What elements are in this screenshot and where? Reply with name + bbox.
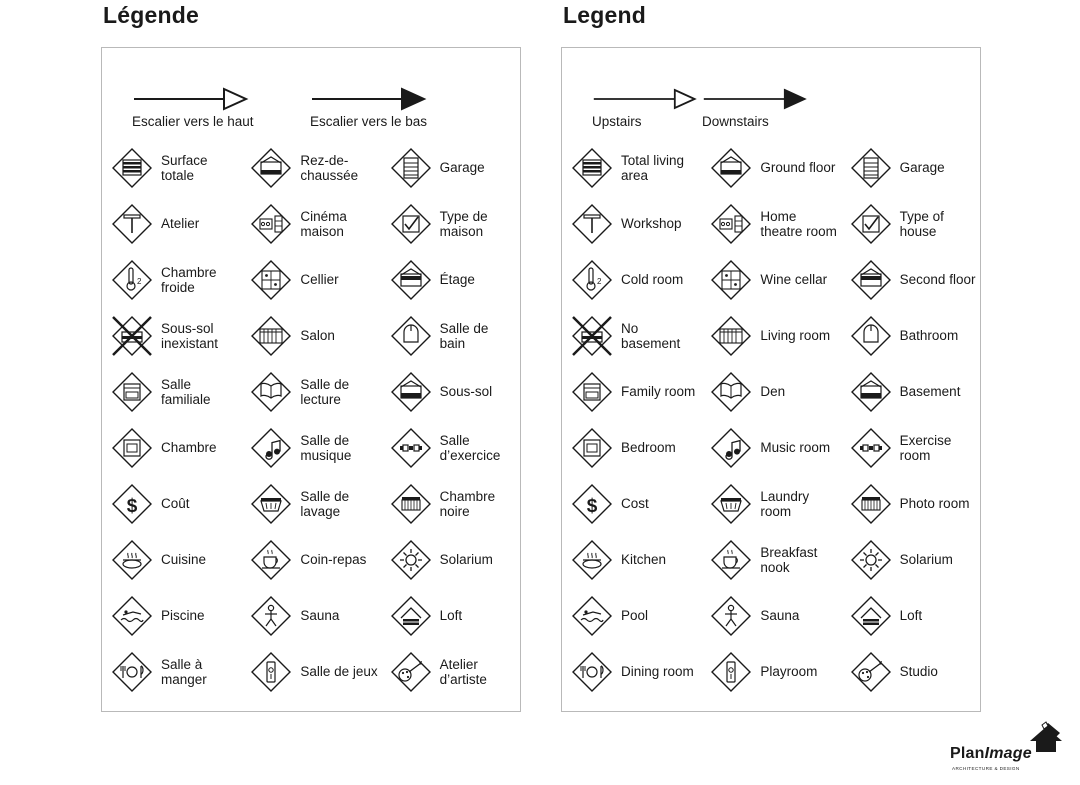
- legend-entry-label: Sauna: [760, 608, 800, 624]
- legend-entry: [701, 426, 840, 470]
- legend-entry: [701, 482, 840, 526]
- svg-text:2: 2: [137, 277, 142, 286]
- loft-icon: [849, 594, 893, 638]
- breakfast-nook-icon: [249, 538, 293, 582]
- breakfast-nook-icon: [709, 538, 753, 582]
- family-room-icon: [570, 370, 614, 414]
- legend-entry: [381, 146, 520, 190]
- legend-entry-label: Bathroom: [899, 328, 959, 344]
- legend-entry: [241, 370, 380, 414]
- legend-entry-label: Salle de lecture: [300, 376, 350, 407]
- legend-entry-label: Dining room: [621, 664, 694, 680]
- arrow-outline-right-icon: [132, 86, 252, 112]
- legend-entry-label: Salle à manger: [161, 656, 207, 687]
- legend-entry-label: Sous-sol inexistant: [161, 320, 219, 351]
- legend-entry: [701, 146, 840, 190]
- legend-entry-label: Second floor: [899, 272, 976, 288]
- legend-entry: [102, 650, 241, 694]
- legend-entry: [241, 202, 380, 246]
- legend-entry: [841, 594, 980, 638]
- legend-arrow-downstairs-en: [702, 86, 810, 130]
- legend-entry: [701, 538, 840, 582]
- legend-entry-label: Chambre froide: [161, 264, 217, 295]
- legend-entry-label: Cuisine: [161, 552, 207, 568]
- legend-entry: [381, 202, 520, 246]
- basement-icon: [389, 370, 433, 414]
- arrow-label-downstairs-fr: Escalier vers le bas: [310, 114, 428, 129]
- legend-entry-label: Chambre noire: [439, 488, 496, 519]
- legend-entry: [102, 594, 241, 638]
- type-of-house-icon: [849, 202, 893, 246]
- dining-room-icon: [110, 650, 154, 694]
- legend-entry-label: Surface totale: [161, 152, 208, 183]
- cost-icon: [110, 482, 154, 526]
- legend-entry-label: Basement: [899, 384, 961, 400]
- legend-entry-label: Garage: [899, 160, 945, 176]
- legend-entry-label: Home theatre room: [760, 208, 837, 239]
- legend-entry: [562, 426, 701, 470]
- second-floor-icon: [389, 258, 433, 302]
- living-room-icon: [709, 314, 753, 358]
- legend-entry-label: Coin-repas: [300, 552, 367, 568]
- legend-entry-label: Laundry room: [760, 488, 810, 519]
- legend-entry-label: Étage: [439, 272, 475, 288]
- no-basement-icon: [110, 314, 154, 358]
- legend-entry: [381, 482, 520, 526]
- legend-entry-label: Total living area: [621, 152, 685, 183]
- legend-entry: [841, 202, 980, 246]
- brand-logo: [950, 721, 1070, 773]
- legend-entry: [562, 370, 701, 414]
- svg-text:2: 2: [597, 277, 602, 286]
- legend-entry: [562, 482, 701, 526]
- legend-entry: [562, 314, 701, 358]
- studio-icon: [389, 650, 433, 694]
- legend-entry: [102, 370, 241, 414]
- den-icon: [709, 370, 753, 414]
- cold-room-icon: [570, 258, 614, 302]
- legend-entry: [841, 482, 980, 526]
- legend-panel-fr: [101, 47, 521, 712]
- wine-cellar-icon: [709, 258, 753, 302]
- legend-entry: [562, 146, 701, 190]
- legend-entry: [841, 426, 980, 470]
- page-title-en: Legend: [563, 2, 646, 28]
- page-title-fr: Légende: [103, 2, 199, 28]
- legend-entry: [701, 202, 840, 246]
- pool-icon: [110, 594, 154, 638]
- legend-entry-label: Salle de lavage: [300, 488, 350, 519]
- bedroom-icon: [110, 426, 154, 470]
- kitchen-icon: [570, 538, 614, 582]
- legend-entry: [701, 370, 840, 414]
- ground-floor-icon: [249, 146, 293, 190]
- den-icon: [249, 370, 293, 414]
- legend-entry-label: Cost: [621, 496, 649, 512]
- cost-icon: [570, 482, 614, 526]
- legend-entry-label: Playroom: [760, 664, 818, 680]
- legend-entry: [102, 426, 241, 470]
- sauna-icon: [709, 594, 753, 638]
- legend-grid-fr: [102, 140, 520, 700]
- photo-room-icon: [389, 482, 433, 526]
- legend-entry: [562, 202, 701, 246]
- legend-entry-label: Type de maison: [439, 208, 488, 239]
- sauna-icon: [249, 594, 293, 638]
- legend-entry-label: Coût: [161, 496, 190, 512]
- workshop-icon: [110, 202, 154, 246]
- legend-entry: [701, 314, 840, 358]
- legend-entry: [701, 258, 840, 302]
- legend-entry-label: Sauna: [300, 608, 340, 624]
- legend-grid-en: [562, 140, 980, 700]
- legend-entry: [102, 482, 241, 526]
- legend-entry: [841, 258, 980, 302]
- legend-entry: [102, 202, 241, 246]
- legend-entry-label: Garage: [439, 160, 485, 176]
- legend-entry-label: Wine cellar: [760, 272, 828, 288]
- garage-icon: [389, 146, 433, 190]
- no-basement-icon: [570, 314, 614, 358]
- family-room-icon: [110, 370, 154, 414]
- legend-entry-label: Type of house: [899, 208, 944, 239]
- legend-entry: [381, 538, 520, 582]
- type-of-house-icon: [389, 202, 433, 246]
- pool-icon: [570, 594, 614, 638]
- arrow-outline-right-icon: [592, 86, 700, 112]
- legend-entry: [241, 426, 380, 470]
- legend-entry-label: Rez-de-chaussée: [300, 152, 359, 183]
- legend-entry-label: Breakfast nook: [760, 544, 818, 575]
- legend-entry-label: Living room: [760, 328, 831, 344]
- legend-entry-label: Atelier: [161, 216, 200, 232]
- legend-entry: [381, 370, 520, 414]
- home-theatre-icon: [249, 202, 293, 246]
- legend-entry-label: Atelier d’artiste: [439, 656, 487, 687]
- legend-entry: [381, 594, 520, 638]
- ground-floor-icon: [709, 146, 753, 190]
- legend-entry: [102, 146, 241, 190]
- legend-entry: [562, 594, 701, 638]
- exercise-room-icon: [849, 426, 893, 470]
- legend-entry-label: Salle de musique: [300, 432, 352, 463]
- legend-entry-label: Bedroom: [621, 440, 676, 456]
- legend-entry-label: Solarium: [899, 552, 953, 568]
- legend-entry: [102, 314, 241, 358]
- legend-entry: [701, 594, 840, 638]
- legend-entry-label: Loft: [899, 608, 923, 624]
- legend-arrow-upstairs-fr: [132, 86, 254, 130]
- svg-text:$: $: [126, 496, 138, 517]
- legend-entry: [562, 538, 701, 582]
- legend-entry: [381, 650, 520, 694]
- legend-entry-label: Cinéma maison: [300, 208, 347, 239]
- playroom-icon: [709, 650, 753, 694]
- bedroom-icon: [570, 426, 614, 470]
- laundry-room-icon: [249, 482, 293, 526]
- arrows-row-en: [562, 70, 980, 130]
- legend-entry-label: Cold room: [621, 272, 684, 288]
- basement-icon: [849, 370, 893, 414]
- legend-arrow-upstairs-en: [592, 86, 700, 130]
- legend-entry: [102, 258, 241, 302]
- legend-entry: [841, 314, 980, 358]
- legend-entry: [241, 594, 380, 638]
- legend-entry-label: Salle de jeux: [300, 664, 378, 680]
- legend-entry-label: Salle de bain: [439, 320, 489, 351]
- cold-room-icon: [110, 258, 154, 302]
- legend-panel-en: [561, 47, 981, 712]
- music-room-icon: [249, 426, 293, 470]
- arrows-row-fr: [102, 70, 520, 130]
- legend-entry-label: Cellier: [300, 272, 339, 288]
- dining-room-icon: [570, 650, 614, 694]
- arrow-solid-right-icon: [310, 86, 430, 112]
- legend-entry-label: Chambre: [161, 440, 217, 456]
- legend-entry-label: Kitchen: [621, 552, 667, 568]
- legend-entry: [241, 146, 380, 190]
- legend-entry: [241, 482, 380, 526]
- legend-entry: [562, 258, 701, 302]
- legend-entry-label: Salon: [300, 328, 335, 344]
- second-floor-icon: [849, 258, 893, 302]
- legend-arrow-downstairs-fr: [310, 86, 430, 130]
- legend-entry: [381, 426, 520, 470]
- solarium-icon: [849, 538, 893, 582]
- legend-entry-label: Loft: [439, 608, 463, 624]
- legend-entry-label: Music room: [760, 440, 831, 456]
- legend-entry: [241, 314, 380, 358]
- logo-wordmark: [950, 745, 1032, 763]
- legend-entry: [102, 538, 241, 582]
- laundry-room-icon: [709, 482, 753, 526]
- legend-entry: [241, 538, 380, 582]
- logo-word-plan: Plan: [950, 745, 985, 762]
- logo-tagline: ARCHITECTURE & DESIGN: [952, 766, 1020, 771]
- legend-entry-label: Piscine: [161, 608, 205, 624]
- playroom-icon: [249, 650, 293, 694]
- photo-room-icon: [849, 482, 893, 526]
- wine-cellar-icon: [249, 258, 293, 302]
- music-room-icon: [709, 426, 753, 470]
- legend-entry: [841, 370, 980, 414]
- solarium-icon: [389, 538, 433, 582]
- kitchen-icon: [110, 538, 154, 582]
- svg-text:$: $: [586, 496, 598, 517]
- legend-entry: [841, 538, 980, 582]
- total-living-area-icon: [570, 146, 614, 190]
- legend-entry-label: Salle familiale: [161, 376, 211, 407]
- legend-entry: [381, 314, 520, 358]
- arrow-label-upstairs-fr: Escalier vers le haut: [132, 114, 254, 129]
- legend-entry-label: Solarium: [439, 552, 493, 568]
- logo-word-image: Image: [984, 745, 1032, 762]
- legend-entry-label: Ground floor: [760, 160, 836, 176]
- house-pen-icon: [1026, 721, 1066, 755]
- arrow-label-downstairs-en: Downstairs: [702, 114, 769, 129]
- legend-entry-label: Studio: [899, 664, 938, 680]
- legend-entry-label: Den: [760, 384, 786, 400]
- legend-entry: [562, 650, 701, 694]
- exercise-room-icon: [389, 426, 433, 470]
- legend-entry-label: Photo room: [899, 496, 970, 512]
- legend-entry-label: Family room: [621, 384, 696, 400]
- legend-entry-label: Workshop: [621, 216, 682, 232]
- workshop-icon: [570, 202, 614, 246]
- legend-entry-label: Salle d’exercice: [439, 432, 501, 463]
- arrow-solid-right-icon: [702, 86, 810, 112]
- bathroom-icon: [849, 314, 893, 358]
- bathroom-icon: [389, 314, 433, 358]
- legend-entry: [381, 258, 520, 302]
- living-room-icon: [249, 314, 293, 358]
- legend-entry: [841, 146, 980, 190]
- legend-entry: [241, 258, 380, 302]
- legend-entry-label: Sous-sol: [439, 384, 493, 400]
- loft-icon: [389, 594, 433, 638]
- total-living-area-icon: [110, 146, 154, 190]
- legend-entry: [241, 650, 380, 694]
- legend-entry: [841, 650, 980, 694]
- legend-entry-label: Exercise room: [899, 432, 952, 463]
- arrow-label-upstairs-en: Upstairs: [592, 114, 642, 129]
- garage-icon: [849, 146, 893, 190]
- home-theatre-icon: [709, 202, 753, 246]
- legend-entry: [701, 650, 840, 694]
- legend-entry-label: Pool: [621, 608, 649, 624]
- legend-entry-label: No basement: [621, 320, 681, 351]
- studio-icon: [849, 650, 893, 694]
